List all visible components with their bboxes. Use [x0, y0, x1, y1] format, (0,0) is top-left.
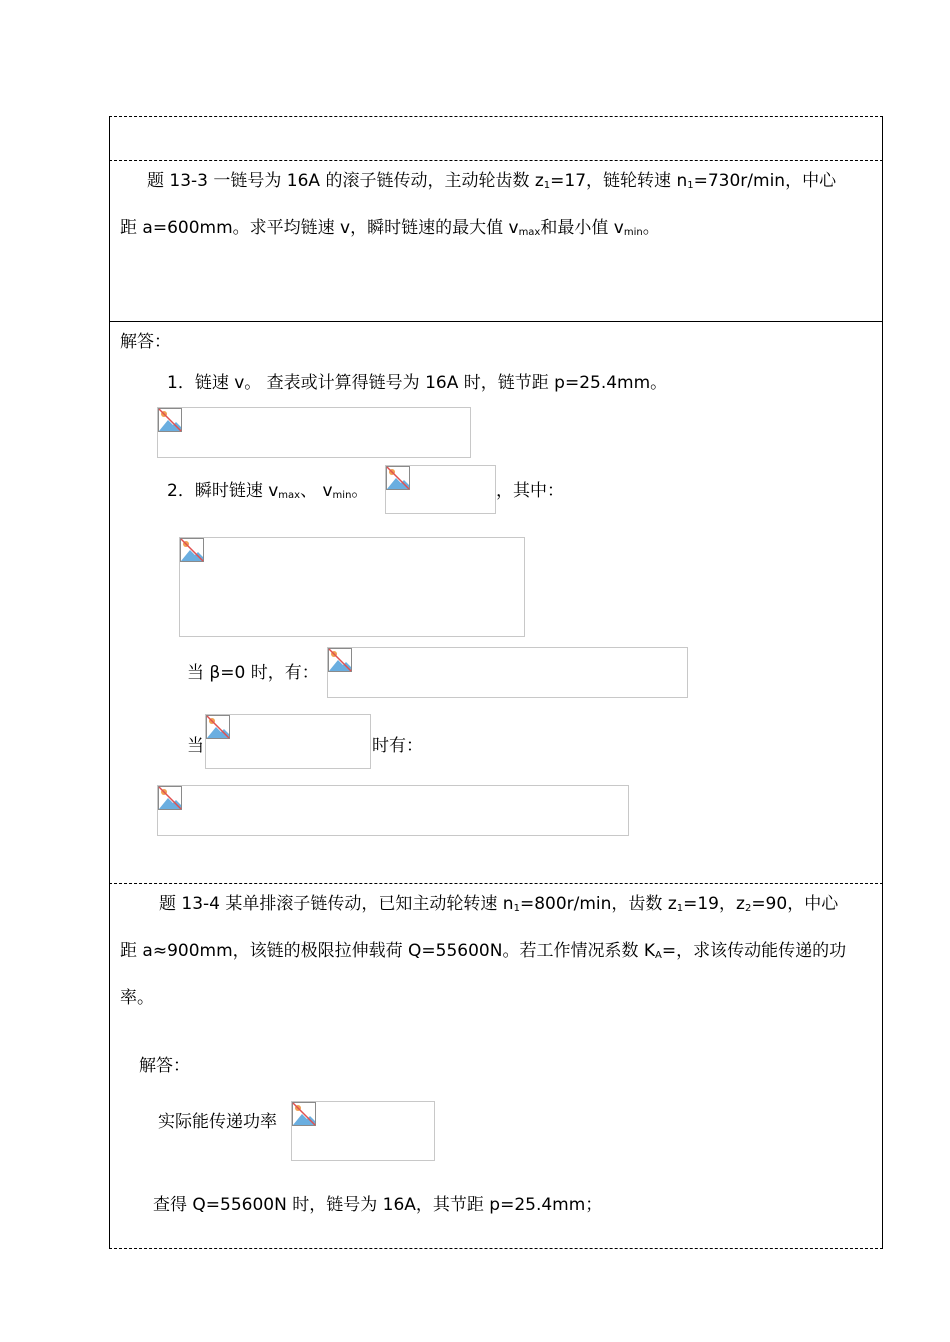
- formula-image: [157, 407, 471, 458]
- answer-13-3-step-1: 1．链速 v。 查表或计算得链号为 16A 时，链节距 p=25.4mm。: [167, 373, 668, 393]
- broken-image-icon: [158, 408, 182, 432]
- when-text: 当: [187, 736, 204, 756]
- answer-13-4-heading: 解答：: [139, 1056, 190, 1076]
- problem-13-4-line-1: 题 13-4 某单排滚子链传动，已知主动轮转速 $n_1=800r/\min$，齿数 $z_1=19$，$z_2=90$，中心: [159, 894, 839, 914]
- power-text: 实际能传递功率: [158, 1112, 277, 1132]
- problem-13-4-line-3: 率。: [120, 988, 154, 1008]
- broken-image-icon: [386, 466, 410, 490]
- formula-image: [205, 714, 371, 769]
- step-2-tail: ，其中：: [496, 481, 564, 501]
- problem-13-4-rule: [109, 883, 883, 884]
- broken-image-icon: [180, 538, 204, 562]
- broken-image-icon: [158, 786, 182, 810]
- problem-13-3-line-2: 距 a=600mm。求平均链速 v，瞬时链速的最大值 $v_{max}$和最小值 $v_{min}$。: [120, 218, 660, 238]
- when-tail-text: 时有：: [372, 736, 423, 756]
- problem-13-3-rule: [109, 160, 883, 161]
- answer-13-3-step-2: 2．瞬时链速 $v_{max}$、 $v_{min}$。: [167, 481, 369, 501]
- formula-image: [327, 647, 688, 698]
- problem-13-3-line-1: 题 13-3 一链号为 16A 的滚子链传动，主动轮齿数 $z_1=17$，链轮转速 $n_1=730r/\min$，中心: [147, 171, 837, 191]
- beta-zero-text: 当 β=0 时，有：: [187, 663, 319, 683]
- answer-13-3-heading: 解答：: [120, 332, 171, 352]
- formula-image: [291, 1101, 435, 1161]
- broken-image-icon: [292, 1102, 316, 1126]
- bottom-rule: [109, 1248, 883, 1249]
- lookup-text: 查得 Q=55600N 时，链号为 16A，其节距 p=25.4mm；: [153, 1195, 603, 1215]
- problem-13-4-line-2: 距 a≈900mm，该链的极限拉伸载荷 Q=55600N。若工作情况系数 $K_A=$，求该传动能传递的功: [120, 941, 847, 961]
- formula-image: [385, 465, 496, 514]
- formula-image: [157, 785, 629, 836]
- top-rule: [109, 116, 883, 117]
- answer-13-3-rule: [109, 321, 883, 322]
- broken-image-icon: [328, 648, 352, 672]
- broken-image-icon: [206, 715, 230, 739]
- formula-image: [179, 537, 525, 637]
